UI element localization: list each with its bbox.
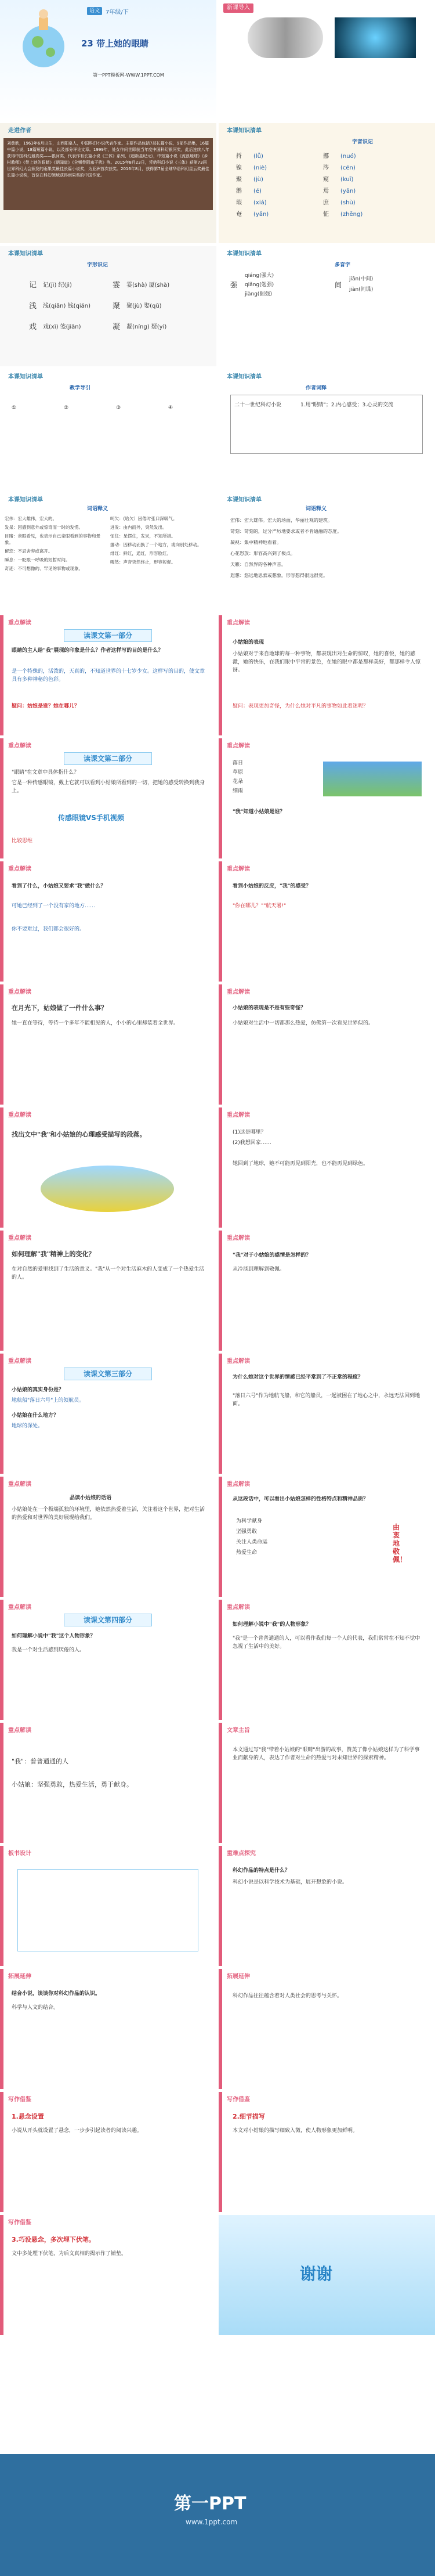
- guide-item-1: ①: [12, 405, 17, 411]
- glyph-pair: 戏(xì) 笺(jiān): [43, 324, 81, 330]
- trait-4: 热爱生命: [236, 1550, 258, 1556]
- char: 戏: [29, 323, 37, 331]
- reading-slide-19: [0, 1723, 216, 1843]
- reading-slide-18: [219, 1600, 435, 1720]
- section-header: 重点解读: [227, 1481, 250, 1488]
- guide-slide: [0, 369, 216, 489]
- question: "眼睛"在文章中具体指什么？: [12, 770, 79, 775]
- pinyin: (kuī): [340, 176, 354, 183]
- guide-item-2: ②: [64, 405, 69, 411]
- vocab-item: 绯红：鲜红，通红，形容脸红。: [110, 551, 171, 556]
- accent-bar: [219, 984, 222, 1105]
- accent-bar: [219, 1107, 222, 1228]
- vocab-item: 瞬息：一眨眼一呼吸的短暂时间。: [5, 557, 70, 562]
- answer: 她回到了地球，她不可能再见到阳光，也不能再见到绿色。: [233, 1161, 369, 1167]
- section-header: 本课知识清单: [227, 251, 262, 257]
- eyes-image: [248, 17, 323, 58]
- answer: 小姑娘对生活中一切都那么热爱，仿佛第一次看见世界似的。: [233, 1020, 374, 1026]
- reading-slide-6: [219, 861, 435, 982]
- note: 比较思维: [12, 838, 33, 844]
- part-title: 读课文第四部分: [64, 1614, 152, 1626]
- section-header: 本课知识清单: [227, 374, 262, 380]
- section-header: 本课知识清单: [8, 497, 43, 503]
- list-item-1: 落日: [233, 760, 244, 766]
- question: 找出文中"我"和小姑娘的心理感受描写的段落。: [12, 1131, 146, 1138]
- term-col-2: 1.用"眼睛"；2.内心感受；3.心灵的交流: [300, 402, 394, 408]
- reading-slide-5: [0, 861, 216, 982]
- trait-3: 关注人类命运: [236, 1539, 268, 1545]
- vocab-item: 目睹：亲眼看见，也表示自己亲眼看到的事物和景象。: [5, 533, 100, 545]
- body: 本文通过写"我"带着小姑娘的"眼睛"出游的故事，赞美了像小姑娘这样为了科学事业而献身的人，表达了作者对生命的热爱与对未知世界的探索精神。: [233, 1747, 420, 1761]
- reading-slide-12: [219, 1231, 435, 1351]
- section-header: 重点解读: [8, 1604, 31, 1611]
- galaxy-image: [335, 17, 416, 58]
- char: 庶: [323, 200, 329, 206]
- sub-header: 词语释义: [306, 506, 327, 512]
- side-note: 由衷地敬佩！: [393, 1523, 407, 1564]
- answer: "你在哪儿？""航天署!": [233, 903, 287, 909]
- pinyin: (lǚ): [253, 153, 263, 160]
- question: 眼睛的主人给"我"展现的印象是什么？作者这样写的目的是什么？: [12, 648, 164, 654]
- accent-bar: [219, 1600, 222, 1720]
- tip-title: 1.悬念设置: [12, 2113, 44, 2120]
- char: 聚: [236, 176, 242, 183]
- field-image: [41, 1166, 174, 1212]
- pinyin: (nuó): [340, 153, 356, 160]
- vocab-item: 迸发：由内而外，突然发出。: [110, 525, 167, 530]
- section-header: 重点解读: [227, 1358, 250, 1365]
- accent-bar: [219, 738, 222, 858]
- body: 文中多处埋下伏笔，为后文真相的揭示作了铺垫。: [12, 2251, 127, 2257]
- accent-bar: [0, 2215, 3, 2335]
- quote: 可她已经到了一个没有家的地方……: [12, 903, 96, 909]
- pinyin: (é): [253, 188, 262, 194]
- author-term-slide: [219, 369, 435, 489]
- list-item-2: 草原: [233, 770, 244, 775]
- glyph-pair: 浅(qiǎn) 钱(qián): [43, 303, 90, 309]
- writing-slide-1: [0, 2092, 216, 2212]
- vocab-item: 挪动：因移动而换了一个地方，或向别处移动。: [110, 542, 202, 547]
- char: 记: [29, 281, 37, 290]
- grade-label: 7年级/下: [106, 9, 129, 16]
- vocab-item: 宏伟：宏大雄伟，宏大的。: [5, 516, 57, 521]
- reading-slide-7: [0, 984, 216, 1105]
- section-header: 文章主旨: [227, 1727, 250, 1734]
- glyph-row: [29, 275, 203, 296]
- vocab-item: 苛刻：苛刻的，过分严厉地要求或者不肯通融的态度。: [230, 529, 342, 534]
- glyph-row: [29, 317, 203, 338]
- list-item-4: 细雨: [233, 788, 244, 794]
- writing-slide-3: [0, 2215, 216, 2335]
- reading-slide-9: [0, 1107, 216, 1228]
- part-title: 读课文第三部分: [64, 1368, 152, 1380]
- question: 如何理解小说中"我"的人物形象？: [233, 1622, 311, 1628]
- section-header: 重点解读: [8, 1358, 31, 1365]
- body: 小姑娘对于来自地球的每一种事物，都表现出对生命的惊叹，她的喜悦，她的感激，她的快乐，在我们眼中平常的景色，在她的眼中都是那样美好，都那样令人惊讶。: [233, 651, 421, 673]
- answer: "落日六号"作为地航飞船，和它的船员，一起被困在了地心之中，永远无法回到地面。: [233, 1393, 420, 1407]
- brand-footer: [0, 2454, 435, 2576]
- answer: 地航船"落日六号"上的领航员。: [12, 1398, 85, 1404]
- reading-slide-14: [219, 1354, 435, 1474]
- section-header: 重点解读: [227, 1235, 250, 1242]
- section-header: 重点解读: [8, 1112, 31, 1119]
- extension-slide-2: [219, 1969, 435, 2089]
- answer: 她一直在等待，等待一个多年不能相见的人，小小的心里却装着全世界。: [12, 1020, 179, 1026]
- glyph-grid: [29, 275, 203, 338]
- reading-slide-8: [219, 984, 435, 1105]
- brand-logo: 第一PPT: [174, 2494, 246, 2514]
- answer: 它是一种传感眼镜，戴上它就可以看到小姑娘所看到的一切，把她的感受转换到我身上。: [12, 780, 205, 794]
- question: 如何理解"我"精神上的变化？: [12, 1250, 95, 1258]
- char: 怔: [323, 211, 329, 218]
- section-header: 重点解读: [8, 1727, 31, 1734]
- reading-slide-3: [0, 738, 216, 858]
- section-header: 本课知识清单: [8, 374, 43, 380]
- pinyin: (cén): [340, 165, 356, 171]
- section-header: 重点解读: [227, 989, 250, 995]
- question: 结合小说，谈谈你对科幻作品的认识。: [12, 1991, 101, 1997]
- vocab-item: 遐想：悠远地思索或想象。形容想得很远很宽。: [230, 573, 328, 578]
- accent-bar: [0, 1231, 3, 1351]
- cover-slide: [0, 0, 216, 120]
- section-header: 拓展延伸: [227, 1974, 250, 1980]
- pinyin: (yǎn): [253, 211, 269, 218]
- body: 小说从开头就设置了悬念，一步步引起读者的阅读兴趣。: [12, 2128, 143, 2134]
- section-header: 写作借鉴: [227, 2097, 250, 2103]
- reading-slide-1: [0, 615, 216, 735]
- section-header: 重难点探究: [227, 1850, 256, 1857]
- question-2: 疑问：姑娘是谁？她在哪儿？: [12, 703, 80, 709]
- question: 为什么她对这个世界的情感已经平常到了不正常的程度？: [233, 1374, 364, 1380]
- guide-item-3: ③: [116, 405, 121, 411]
- section-header: 重点解读: [8, 743, 31, 749]
- banner: 传感眼镜VS手机视频: [58, 814, 124, 822]
- answer-2: 地球的深处。: [12, 1423, 44, 1429]
- vocab-item: 留恋：不忍舍弃或离开。: [5, 549, 53, 554]
- trait-2: 坚强勇敢: [236, 1529, 258, 1535]
- pinyin: (shù): [340, 200, 356, 206]
- polyphone-slide: [219, 246, 435, 366]
- reading-slide-2: [219, 615, 435, 735]
- accent-bar: [0, 861, 3, 982]
- section-header: 写作借鉴: [8, 2220, 31, 2226]
- section-header: 本课知识清单: [227, 497, 262, 503]
- board-diagram: [17, 1869, 198, 1951]
- section-header: 拓展延伸: [8, 1974, 31, 1980]
- question: 看到小姑娘的反应，"我"的感受？: [233, 883, 311, 889]
- char: 镍: [236, 165, 242, 171]
- vocab-item: 奇迹：不可想像的、罕见的事物或现象。: [5, 566, 83, 571]
- part-title: 读课文第二部分: [64, 752, 152, 765]
- body: 科幻作品往往蕴含着对人类社会的思考与关怀。: [233, 1993, 343, 1999]
- difficulty-slide: [219, 1846, 435, 1966]
- list-item-1: (1)这是哪里？: [233, 1130, 266, 1135]
- pinyin: (yān): [340, 188, 356, 194]
- site-label: 第一PPT模板网-WWW.1PPT.COM: [93, 73, 164, 78]
- poly-1b: qiǎng(勉强): [245, 282, 274, 288]
- item-1: "我"：普普通通的人: [12, 1758, 69, 1765]
- brand-url: www.1ppt.com: [186, 2518, 238, 2526]
- pinyin-row: [236, 151, 422, 163]
- vocab-item: 呵欠：(哈欠）困倦时张口深吸气。: [110, 516, 177, 521]
- char: 聚: [113, 302, 121, 311]
- poly-1c: jiàng(倔强): [245, 291, 272, 297]
- pinyin: (xiá): [253, 200, 267, 206]
- intro-slide: [219, 0, 435, 120]
- reply: 你不要难过，我们都会很好的。: [12, 926, 85, 932]
- section-header: 重点解读: [8, 866, 31, 872]
- accent-bar: [219, 1354, 222, 1474]
- accent-bar: [0, 1846, 3, 1966]
- section-header: 重点解读: [227, 620, 250, 626]
- accent-bar: [0, 984, 3, 1105]
- part-title: 读课文第一部分: [64, 629, 152, 642]
- section-header: 重点解读: [8, 989, 31, 995]
- sub-header: 多音字: [335, 262, 351, 268]
- poly-2b: jiàn(间谍): [349, 287, 374, 293]
- subject-badge: 语文: [87, 7, 102, 15]
- question: 科幻作品的特点是什么？: [233, 1868, 291, 1874]
- accent-bar: [0, 1969, 3, 2089]
- char: 霎: [113, 281, 121, 290]
- term-table: [230, 395, 423, 454]
- section-header: 新课导入: [223, 3, 253, 13]
- char: 挪: [323, 153, 329, 160]
- term-col-1: 二十一世纪科幻小说: [234, 402, 282, 408]
- section-header: 重点解读: [8, 1235, 31, 1242]
- accent-bar: [219, 1846, 222, 1966]
- vocab-item: 凝视：集中精神地看着。: [230, 540, 281, 545]
- tip-title: 2.细节描写: [233, 2113, 265, 2120]
- body: 科幻小说是以科学技术为基础，展开想象的小说。: [233, 1879, 348, 1885]
- hint: 疑问：表现更加奇怪，为什么她对平凡的事物如此着迷呢？: [233, 703, 369, 709]
- accent-bar: [0, 1354, 3, 1474]
- pinyin-row: [236, 197, 422, 209]
- reading-slide-17: [0, 1600, 216, 1720]
- section-header: 写作借鉴: [8, 2097, 31, 2103]
- vocab-item: 发呆：因感到意外或惊奇而一时的发愣。: [5, 525, 83, 530]
- poly-char-2: 间: [335, 281, 342, 289]
- poly-char-1: 强: [230, 281, 238, 289]
- question: 看到了什么，小姑娘又要求"我"做什么？: [12, 883, 106, 889]
- answer: 从冷淡到理解到敬佩。: [233, 1267, 285, 1272]
- sub-header: 教学导引: [70, 385, 91, 391]
- answer: 是一个特殊的，活泼的，天真的，不知道世界的十七岁少女。这样写的目的，使文章具有多种神秘的色彩。: [12, 669, 205, 683]
- poly-2a: jiān(中间): [349, 276, 374, 282]
- item-2: 小姑娘：坚强勇敢，热爱生活，勇于献身。: [12, 1781, 133, 1788]
- reading-slide-16: [219, 1477, 435, 1597]
- section-header: 本课知识清单: [8, 251, 43, 257]
- vocab-list: [230, 517, 422, 583]
- accent-bar: [0, 738, 3, 858]
- glyph-pair: 记(jì) 纪(jì): [43, 282, 72, 288]
- char: 涔: [323, 165, 329, 171]
- vocab-right-list: [110, 515, 212, 568]
- sub-header: 作者词释: [306, 385, 327, 391]
- char: 浅: [29, 302, 37, 311]
- char: 瑕: [236, 200, 242, 206]
- accent-bar: [0, 1723, 3, 1843]
- guide-item-4: ④: [168, 405, 173, 411]
- pinyin-row: [236, 186, 422, 197]
- intro: 小姑娘的表现: [233, 640, 264, 645]
- glyph-row: [29, 296, 203, 317]
- vocab-item: 宏伟：宏大雄伟。宏大的场面，华丽壮观的建筑。: [230, 518, 332, 523]
- pinyin-grid: [236, 151, 422, 221]
- pinyin: (jù): [253, 176, 263, 183]
- reading-slide-15: [0, 1477, 216, 1597]
- section-header: 重点解读: [227, 1112, 250, 1119]
- char: 奄: [236, 211, 242, 218]
- theme-slide: [219, 1723, 435, 1843]
- question: 小姑娘的真实身份是？: [12, 1387, 64, 1393]
- reading-slide-10: [219, 1107, 435, 1228]
- section-header: 重点解读: [227, 866, 250, 872]
- thanks-slide: [219, 2215, 435, 2335]
- vocab-item: 怔住：呆愣住，发呆，不知所措。: [110, 533, 176, 539]
- vocab-item: 天籁：自然界的各种声音。: [230, 562, 286, 567]
- accent-bar: [219, 1723, 222, 1843]
- vocab-left-list: [5, 515, 106, 574]
- sub-header: 词语释义: [87, 506, 108, 512]
- answer: "我"是一个普普通通的人，可以看作我们每一个人的代表，我们常常在不知不觉中忽视了生活中的美好。: [233, 1636, 420, 1650]
- landscape-image: [323, 762, 422, 796]
- glyph-pair: 凝(níng) 疑(yí): [126, 324, 167, 330]
- char: 窥: [323, 176, 329, 183]
- pronunciation-slide: [219, 123, 435, 243]
- sub-header: 字音识记: [352, 139, 374, 145]
- accent-bar: [0, 1107, 3, 1228]
- accent-bar: [0, 2092, 3, 2212]
- accent-bar: [219, 2092, 222, 2212]
- vocab-slide-1: [0, 492, 216, 612]
- poly-1a: qiáng(强大): [245, 273, 274, 279]
- tip-title: 3.巧设悬念，多次埋下伏笔。: [12, 2236, 95, 2243]
- accent-bar: [0, 615, 3, 735]
- cover-title: 23 带上她的眼睛: [81, 38, 149, 49]
- pinyin: (niè): [253, 165, 267, 171]
- glyph-pair: 聚(jù) 娶(qǔ): [126, 303, 162, 309]
- thanks-text: 谢谢: [300, 2264, 333, 2283]
- body: 科学与人文的结合。: [12, 2005, 59, 2011]
- char: 焉: [323, 188, 329, 194]
- accent-bar: [219, 615, 222, 735]
- body: 本文对小姑娘的描写细致入微，使人物形象更加鲜明。: [233, 2128, 358, 2134]
- accent-bar: [219, 1231, 222, 1351]
- cartoon-globe-illustration: [9, 6, 78, 70]
- pinyin: (zhēng): [340, 211, 363, 218]
- list-item-3: 花朵: [233, 779, 244, 785]
- char: 凝: [113, 323, 121, 331]
- extension-slide-1: [0, 1969, 216, 2089]
- question: 如何理解小说中"我"这个人物形象？: [12, 1633, 96, 1639]
- glyph-pair: 霎(shà) 厦(shà): [126, 282, 170, 288]
- reading-slide-13: [0, 1354, 216, 1474]
- section-header: 重点解读: [8, 1481, 31, 1488]
- sub-header: 字形识记: [87, 262, 108, 268]
- vocab-slide-2: [219, 492, 435, 612]
- question: 小姑娘的表现是不是有些奇怪？: [233, 1005, 306, 1011]
- answer: 在对自然的爱里找到了生活的意义。"我"从一个对生活麻木的人变成了一个热爱生活的人。: [12, 1267, 205, 1280]
- section-header: 走进作者: [8, 128, 31, 134]
- accent-bar: [219, 861, 222, 982]
- list-item-2: (2)我想回家……: [233, 1140, 271, 1146]
- accent-bar: [0, 1600, 3, 1720]
- accent-bar: [219, 1477, 222, 1597]
- author-slide: [0, 123, 216, 243]
- intro: 品读小姑娘的话语: [70, 1495, 112, 1501]
- section-header: 重点解读: [227, 1604, 250, 1611]
- char: 捋: [236, 153, 242, 160]
- question: 在月光下，姑娘做了一件什么事？: [12, 1004, 107, 1012]
- board-design-slide: [0, 1846, 216, 1966]
- question: "我"知道小姑娘是谁？: [233, 809, 285, 815]
- question: "我"对于小姑娘的感情是怎样的？: [233, 1253, 311, 1258]
- reading-slide-4: [219, 738, 435, 858]
- answer: 我是一个对生活感到厌倦的人。: [12, 1647, 85, 1653]
- reading-slide-11: [0, 1231, 216, 1351]
- vocab-item: 心花怒放：形容高兴到了极点。: [230, 551, 295, 556]
- body: 小姑娘处在一个极端孤独的环境里，她依然热爱着生活，关注着这个世界，把对生活的热爱和对世界的美好展现给我们。: [12, 1507, 205, 1521]
- vocab-item: 嘎然：声音突然终止，形容短促。: [110, 560, 176, 565]
- author-bio: 刘慈欣，1963年6月出生，山西阳泉人，中国科幻小说代表作家。主要作品包括7部长篇小说，9部作品集，16篇中篇小说，18篇短篇小说，以及部分评论文章。1999年，处女作问世即获当年度中国科幻银河奖，此后连续八年获得中国科幻最高奖——银河奖，代表作有长篇小说《三体》系列、《超新星纪元》，中短篇小说《流浪地球》《乡村教师》《带上她的眼睛》《朝闻道》《全频带阻塞干扰》等。2015年8月23日，凭借科幻小说《三体》获第73届世界科幻大会颁发的雨果奖最佳长篇小说奖，为亚洲首次获奖。2016年8月，获得第7届全球华语科幻星云奖最佳长篇小说奖，首位在科幻领域获得雨果奖的中国作家。: [3, 138, 213, 210]
- question: 从这段话中，可以看出小姑娘怎样的性格特点和精神品质？: [233, 1496, 369, 1502]
- section-header: 板书设计: [8, 1850, 31, 1857]
- writing-slide-2: [219, 2092, 435, 2212]
- glyph-slide: [0, 246, 216, 366]
- accent-bar: [219, 1969, 222, 2089]
- char: 鹅: [236, 188, 242, 194]
- accent-bar: [0, 1477, 3, 1597]
- section-header: 重点解读: [8, 620, 31, 626]
- pinyin-row: [236, 174, 422, 186]
- section-header: 重点解读: [227, 743, 250, 749]
- pinyin-row: [236, 209, 422, 221]
- trait-1: 为科学献身: [236, 1518, 263, 1524]
- question-2: 小姑娘在什么地方？: [12, 1413, 59, 1419]
- pinyin-row: [236, 163, 422, 174]
- section-header: 本课知识清单: [227, 128, 262, 134]
